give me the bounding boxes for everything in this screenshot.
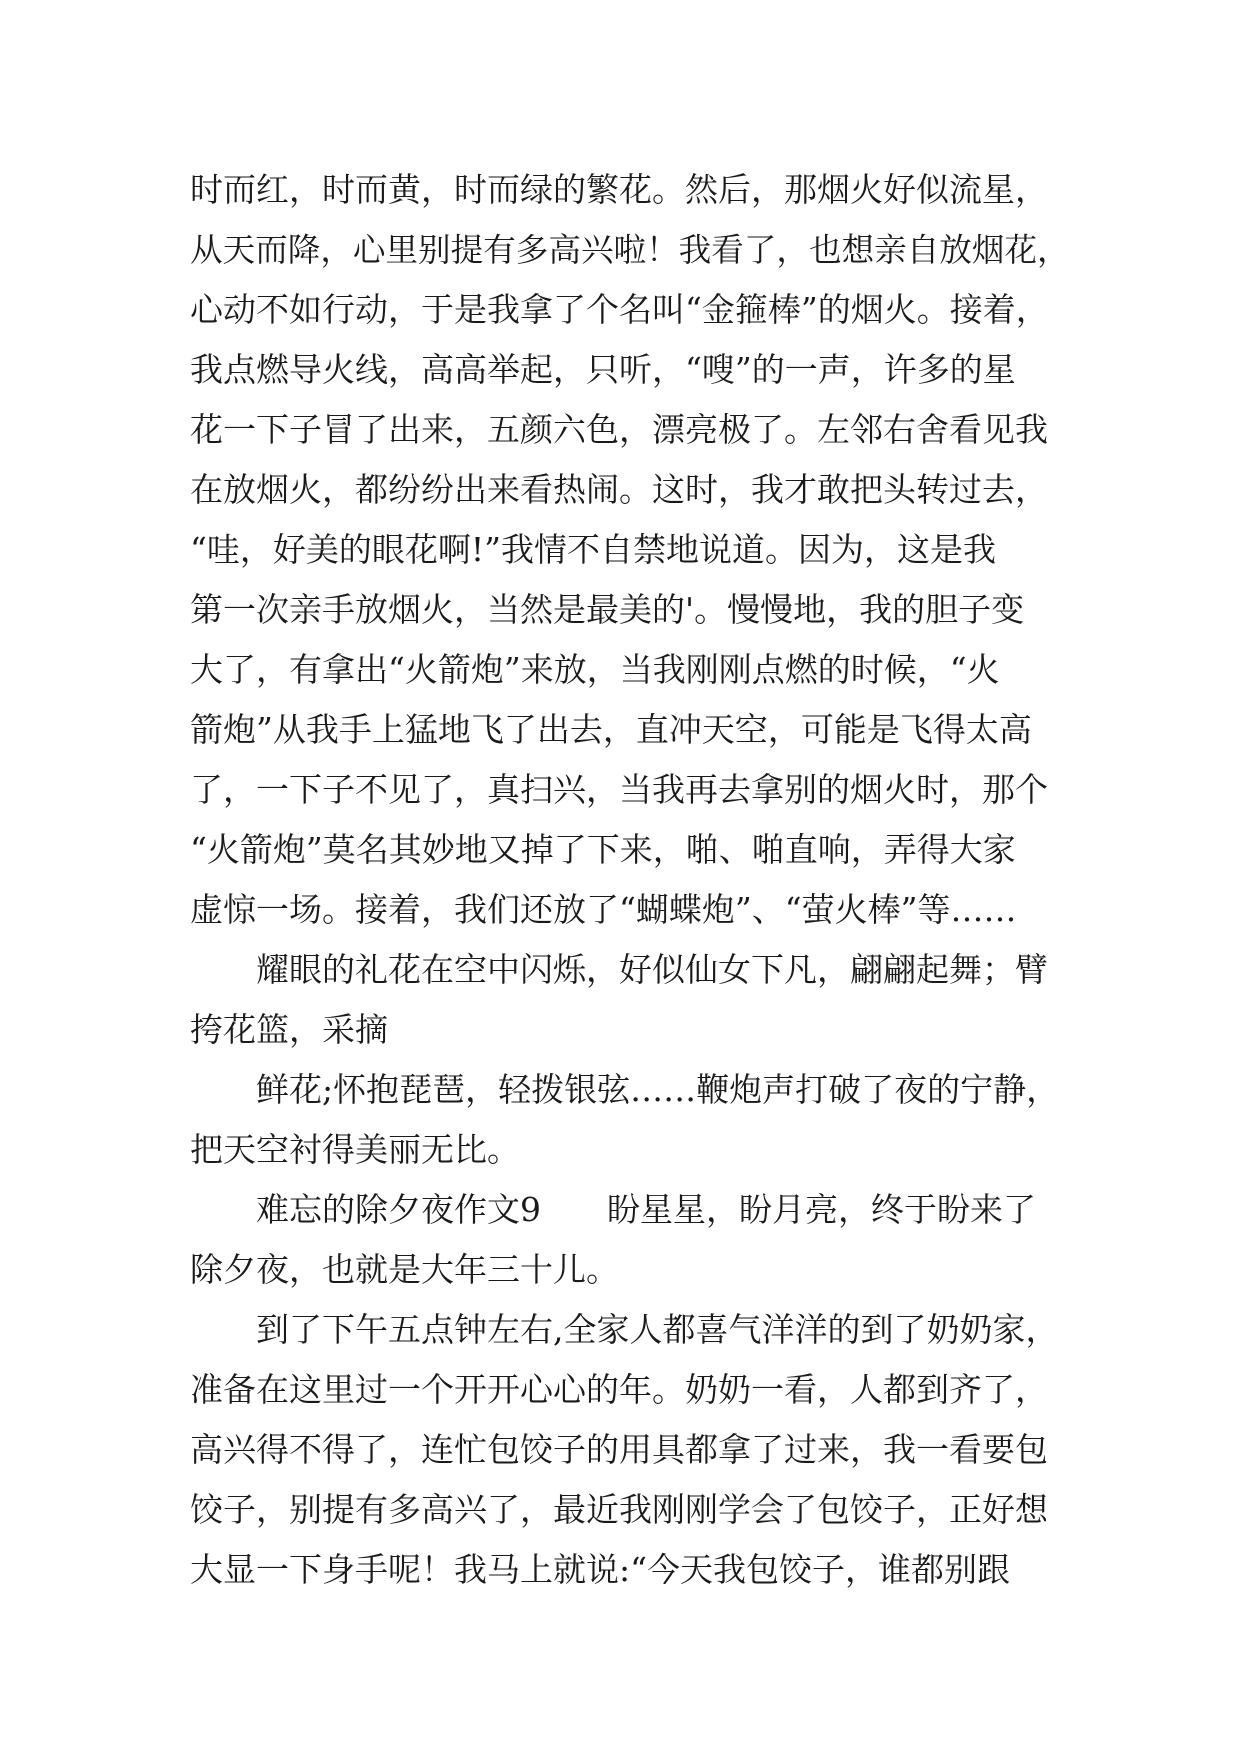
text-line: 第一次亲手放烟火，当然是最美的'。慢慢地，我的胆子变 [190,590,1025,629]
text-line: “火箭炮”莫名其妙地又掉了下来，啪、啪直响，弄得大家 [190,830,1016,869]
text-line: 花一下子冒了出来，五颜六色，漂亮极了。左邻右舍看见我 [190,410,1048,449]
text-line: 在放烟火，都纷纷出来看热闹。这时，我才敢把头转过去， [190,470,1048,509]
text-line: 了，一下子不见了，真扫兴，当我再去拿别的烟火时，那个 [190,770,1048,809]
text-line: 虚惊一场。接着，我们还放了“蝴蝶炮”、“萤火棒”等…… [190,890,1017,929]
text-line: 饺子，别提有多高兴了，最近我刚刚学会了包饺子，正好想 [190,1490,1048,1529]
text-line: 耀眼的礼花在空中闪烁，好似仙女下凡，翩翩起舞；臂 [256,950,1048,989]
essay-body [190,160,1070,1600]
text-line: 挎花篮，采摘 [190,1010,388,1049]
text-line: 难忘的除夕夜作文9 盼星星，盼月亮，终于盼来了 [256,1190,1036,1229]
text-line: 我点燃导火线，高高举起，只听，“嗖”的一声，许多的星 [190,350,1016,389]
text-line: 除夕夜，也就是大年三十儿。 [190,1250,619,1289]
text-line: 大显一下身手呢！我马上就说:“今天我包饺子，谁都别跟 [190,1550,1010,1589]
text-line: 到了下午五点钟左右,全家人都喜气洋洋的到了奶奶家， [256,1310,1059,1349]
text-line: 高兴得不得了，连忙包饺子的用具都拿了过来，我一看要包 [190,1430,1048,1469]
text-line: 心动不如行动，于是我拿了个名叫“金箍棒”的烟火。接着， [190,290,1049,329]
text-line: 时而红，时而黄，时而绿的繁花。然后，那烟火好似流星， [190,170,1048,209]
text-line: 大了，有拿出“火箭炮”来放，当我刚刚点燃的时候，“火 [190,650,1000,689]
text-line: 准备在这里过一个开开心心的年。奶奶一看，人都到齐了， [190,1370,1048,1409]
text-line: 箭炮”从我手上猛地飞了出去，直冲天空，可能是飞得太高 [190,710,1032,749]
text-line: “哇，好美的眼花啊!”我情不自禁地说道。因为，这是我 [190,530,997,569]
text-line: 从天而降，心里别提有多高兴啦！我看了，也想亲自放烟花， [190,231,1070,269]
text-line: 把天空衬得美丽无比。 [190,1130,520,1169]
text-line: 鲜花;怀抱琵琶，轻拨银弦……鞭炮声打破了夜的宁静， [256,1070,1060,1109]
